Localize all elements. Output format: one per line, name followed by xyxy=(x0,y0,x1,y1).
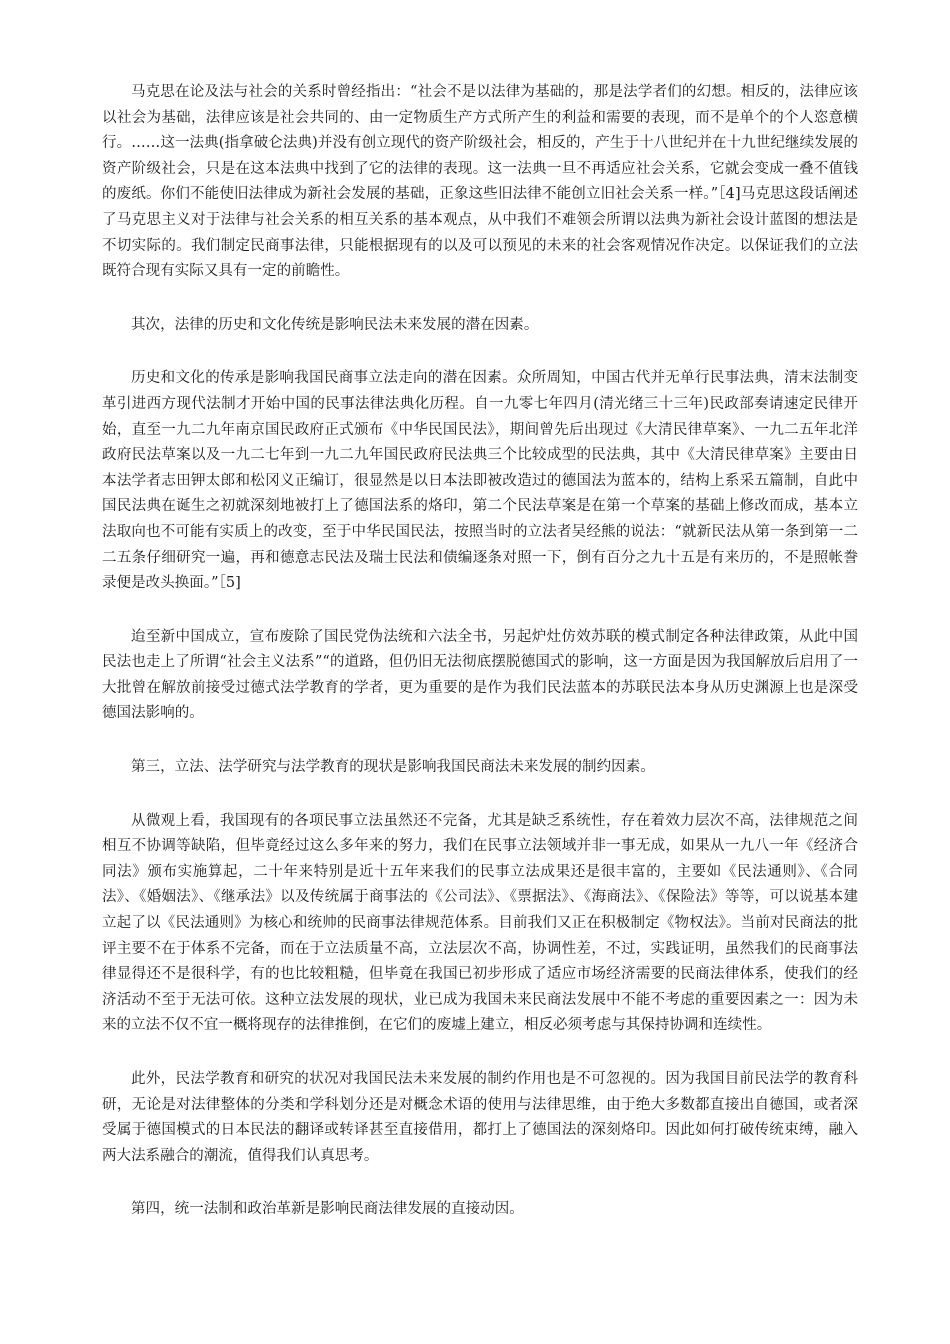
paragraph-heading-second: 其次，法律的历史和文化传统是影响民法未来发展的潜在因素。 xyxy=(131,316,539,333)
paragraph-legislation-status: 从微观上看，我国现有的各项民事立法虽然还不完备，尤其是缺乏系统性，存在着效力层次不高，法律规范之间相互不协调等缺陷，但毕竟经过这么多年来的努力，我们在民事立法领域并非一事无成，如果从一九八一年《经济合同法》颁布实施算起，二十年来特别是近十五年来我们的民事立法成果还是很丰富的，主要如《民法通则》、《合同法》、《婚姻法》、《继承法》以及传统属于商事法的《公司法》、《票据法》、《海商法》、《保险法》等等，可以说基本建立起了以《民法通则》为核心和统帅的民商事法律规范体系。目前我们又正在积极制定《物权法》。当前对民商法的批评主要不在于体系不完备，而在于立法质量不高，立法层次不高，协调性差，不过，实践证明，虽然我们的民商事法律显得还不是很科学，有的也比较粗糙，但毕竟在我国已初步形成了适应市场经济需要的民商法律体系，使我们的经济活动不至于无法可依。这种立法发展的现状，业已成为我国未来民商法发展中不能不考虑的重要因素之一：因为未来的立法不仅不宜一概将现存的法律推倒，在它们的废墟上建立，相反必须考虑与其保持协调和连续性。 xyxy=(102,812,858,1034)
document-page xyxy=(102,80,858,1251)
paragraph-new-china: 迨至新中国成立，宣布废除了国民党伪法统和六法全书，另起炉灶仿效苏联的模式制定各种法律政策，从此中国民法也走上了所谓“社会主义法系”“的道路，但仍旧无法彻底摆脱德国式的影响，这一方面是因为我国解放后启用了一大批曾在解放前接受过德式法学教育的学者，更为重要的是作为我们民法蓝本的苏联民法本身从历史渊源上也是深受德国法影响的。 xyxy=(102,628,858,722)
paragraph-education-research: 此外，民法学教育和研究的状况对我国民法未来发展的制约作用也是不可忽视的。因为我国目前民法学的教育科研，无论是对法律整体的分类和学科划分还是对概念术语的使用与法律思维，由于绝大多数都直接出自德国，或者深受属于德国模式的日本民法的翻译或转译甚至直接借用，都打上了德国法的深刻烙印。因此如何打破传统束缚，融入两大法系融合的潮流，值得我们认真思考。 xyxy=(102,1071,858,1164)
paragraph-heading-third: 第三，立法、法学研究与法学教育的现状是影响我国民商法未来发展的制约因素。 xyxy=(131,759,655,776)
paragraph-heading-fourth: 第四，统一法制和政治革新是影响民商法律发展的直接动因。 xyxy=(131,1201,524,1218)
paragraph-marx-quote: 马克思在论及法与社会的关系时曾经指出：“社会不是以法律为基础的，那是法学者们的幻想。相反的，法律应该以社会为基础，法律应该是社会共同的、由一定物质生产方式所产生的利益和需要的表现，而不是单个的个人恣意横行。……这一法典(指拿破仑法典)并没有创立现代的资产阶级社会，相反的，产生于十八世纪并在十九世纪继续发展的资产阶级社会，只是在这本法典中找到了它的法律的表现。这一法典一旦不再适应社会关系，它就会变成一叠不值钱的废纸。你们不能使旧法律成为新社会发展的基础，正象这些旧法律不能创立旧社会关系一样。”［4]马克思这段话阐述了马克思主义对于法律与社会关系的相互关系的基本观点，从中我们不难领会所谓以法典为新社会设计蓝图的想法是不切实际的。我们制定民商事法律，只能根据现有的以及可以预见的未来的社会客观情况作决定。以保证我们的立法既符合现有实际又具有一定的前瞻性。 xyxy=(102,84,858,280)
paragraph-history-culture: 历史和文化的传承是影响我国民商事立法走向的潜在因素。众所周知，中国古代并无单行民事法典，清末法制变革引进西方现代法制才开始中国的民事法律法典化历程。自一九零七年四月(清光绪三十三年)民政部奏请速定民律开始，直至一九二九年南京国民政府正式颁布《中华民国民法》，期间曾先后出现过《大清民律草案》、一九二五年北洋政府民法草案以及一九二七年到一九二九年国民政府民法典三个比较成型的民法典，其中《大清民律草案》主要由日本法学者志田钾太郎和松冈义正编订，很显然是以日本法即被改造过的德国法为蓝本的，结构上系采五篇制，自此中国民法典在诞生之初就深刻地被打上了德国法系的烙印，第二个民法草案是在第一个草案的基础上修改而成，基本立法取向也不可能有实质上的改变，至于中华民国民法，按照当时的立法者吴经熊的说法：“就新民法从第一条到第一二二五条仔细研究一遍，再和德意志民法及瑞士民法和债编逐条对照一下，倒有百分之九十五是有来历的，不是照帐誊录便是改头换面。”［5] xyxy=(102,370,858,592)
